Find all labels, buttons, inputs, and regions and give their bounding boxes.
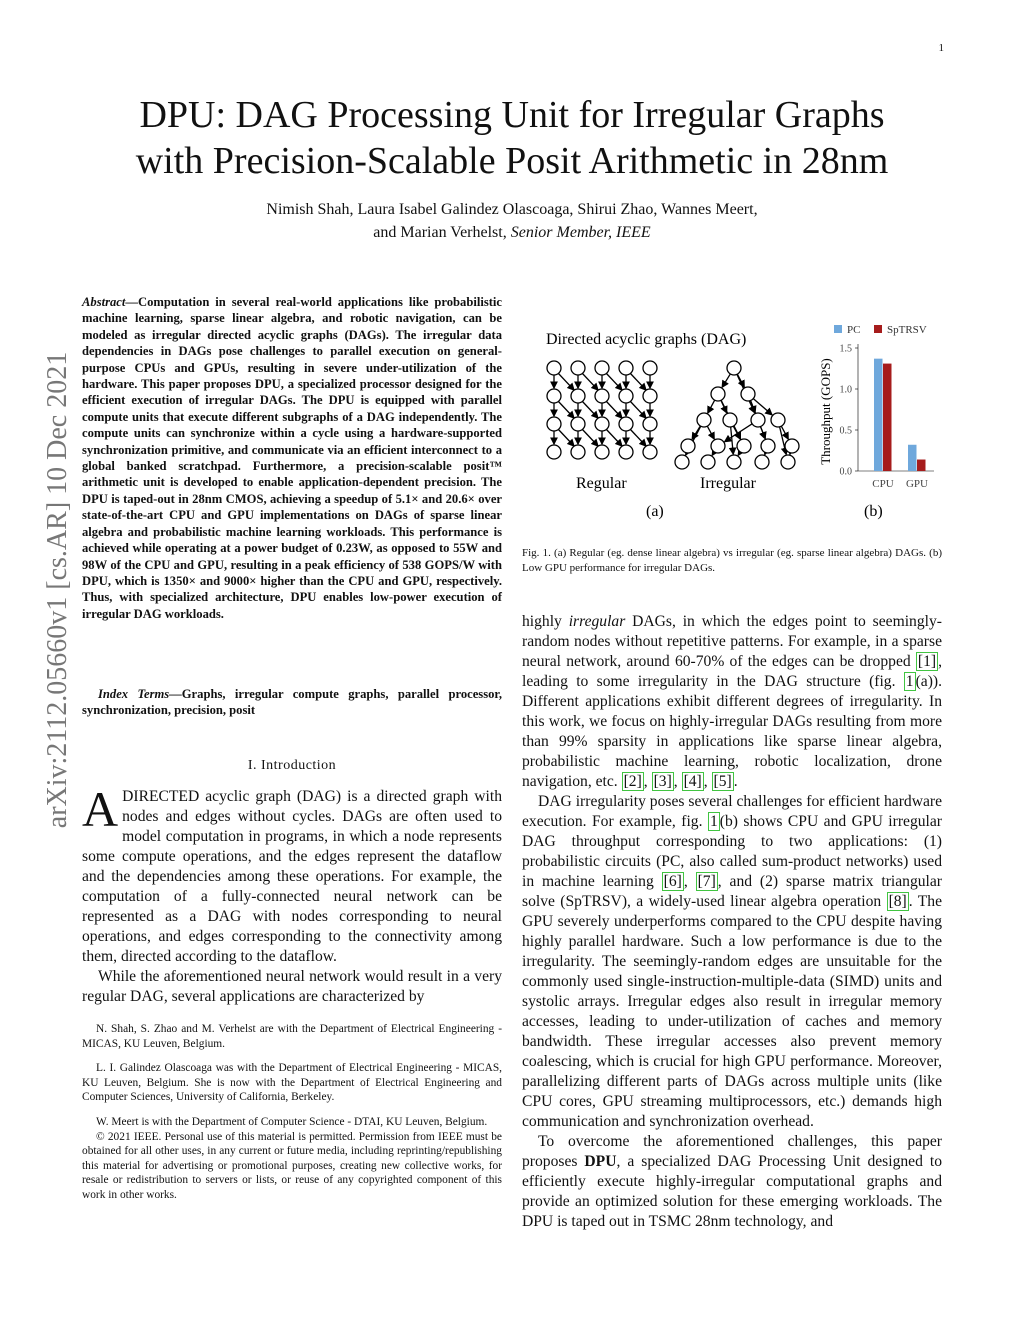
legend-label-sptrsv: SpTRSV bbox=[887, 324, 927, 336]
figure-1 bbox=[522, 318, 952, 523]
paper-title bbox=[60, 92, 964, 184]
dag-node bbox=[595, 389, 609, 403]
title-line-2: with Precision-Scalable Posit Arithmetic in 28nm bbox=[135, 140, 889, 182]
page-number: 1 bbox=[938, 42, 944, 54]
citation-link-3[interactable]: [3] bbox=[653, 773, 672, 790]
y-tick-label: 0.0 bbox=[839, 466, 852, 478]
citation-link-7[interactable]: [7] bbox=[697, 873, 716, 890]
drop-cap: A bbox=[82, 781, 119, 837]
dag-node bbox=[595, 361, 609, 375]
dag-node bbox=[711, 387, 725, 401]
subfigure-label-a: (a) bbox=[646, 503, 664, 520]
dag-node bbox=[701, 455, 715, 469]
dag-node bbox=[571, 417, 585, 431]
index-terms bbox=[82, 686, 502, 719]
author-list bbox=[60, 198, 964, 244]
throughput-bar-chart bbox=[818, 324, 934, 490]
right-paragraph-2: DAG irregularity poses several challenges for efficient hardware execution. For example, fig. 1 (b) shows CPU and GPU irregular DAG throughput corresponding to two applications: (1) probabilistic circuits (PC, also called sum-product networks) used in machine learning [6] , [7] , and (2) sparse matrix triangular solve (SpTRSV), a widely-used linear algebra operation [8] . The GPU severely underperforms compared to the CPU despite having highly parallel hardware. Such a low performance is due to the irregularity. The seemingly-random edges are unsuitable for the commonly used single-instruction-multiple-data (SIMD) units and systolic arrays. Irregular edges also result in irregular memory accesses, leading to under-utilization of caches and memory bandwidth. These irregular accesses also prevent memory coalescing, which is crucial for high GPU performance. Moreover, parallelizing different parts of DAGs across multiple units (like CPU cores, GPU streaming multiprocessors, etc.) demands high communication and synchronization overhead. bbox=[522, 793, 942, 1130]
dag-node bbox=[547, 389, 561, 403]
dag-node bbox=[571, 389, 585, 403]
dag-node bbox=[643, 361, 657, 375]
y-tick-label: 1.5 bbox=[839, 343, 852, 355]
figure-1-link[interactable]: 1 bbox=[905, 673, 914, 690]
dag-node bbox=[751, 413, 765, 427]
subfigure-label-b: (b) bbox=[864, 503, 883, 520]
dag-node bbox=[711, 439, 725, 453]
dag-node bbox=[619, 445, 633, 459]
dag-edge bbox=[780, 427, 787, 454]
dag-node bbox=[619, 389, 633, 403]
irregular-dag-graphic bbox=[675, 361, 799, 469]
text-run: . The GPU severely underperforms compared to the CPU despite having highly parallel hardware. Such a low performance is due to the irregularity. The seemingly-random edges are unsuitable for the commonly used single-instruction-multiple-data (SIMD) units and systolic arrays. Irregular edges also result in irregular memory accesses, leading to under-utilization of caches and memory bandwidth. These irregular accesses also prevent memory coalescing, which is crucial for high GPU performance. Moreover, parallelizing different parts of DAGs across multiple units (like CPU cores, GPU streaming multiprocessors, etc.) demands high communication and synchronization overhead. bbox=[522, 893, 942, 1130]
bar-sptrsv-gpu bbox=[917, 460, 926, 471]
dag-edge bbox=[707, 426, 714, 439]
dag-node bbox=[643, 417, 657, 431]
intro-paragraph-1 bbox=[82, 781, 502, 967]
right-paragraph-3 bbox=[522, 1132, 942, 1232]
authors-line-2-names: and Marian Verhelst, bbox=[373, 224, 511, 241]
section-heading-introduction: I. Introduction bbox=[247, 758, 337, 773]
x-tick-label: GPU bbox=[905, 478, 929, 490]
text-run: , leading to some irregularity in the DAG structure (fig. bbox=[522, 653, 942, 690]
dag-node bbox=[723, 413, 737, 427]
dag-node bbox=[727, 455, 741, 469]
dag-edge bbox=[606, 401, 622, 418]
dag-edge bbox=[731, 427, 734, 454]
abstract-text: —Computation in several real-world applications like probabilistic machine learning, sparse linear algebra, and robotic navigation, can be modeled as irregular directed acyclic graphs (DAGs). The irregular data dependencies in DAGs pose challenges to parallel execution on general-purpose CPUs and GPUs, resulting in severe under-utilization of the hardware. This paper proposes DPU, a specialized processor designed for the efficient execution of irregular DAGs. The DPU is equipped with parallel compute units that execute different subgraphs of a DAG independently. The compute units can synchronize within a cycle using a hardware-supported synchronization primitive, and communicate via an efficient interconnect to a global banked scratchpad. Furthermore, a precision-scalable posit™ arithmetic unit is developed to enable application-dependent precision. The DPU is taped-out in 28nm CMOS, achieving a speedup of 5.1× and 20.6× over state-of-the-art CPU and GPU implementations on DAGs of sparse linear algebra and probabilistic machine learning workloads. This performance is achieved while operating at a power budget of 0.23W, as opposed to 55W and 98W of the CPU and GPU, resulting in a peak efficiency of 538 GOPS/W with DPU, which is 1350× and 9000× higher than the CPU and GPU, respectively. Thus, with specialized architecture, DPU enables low-power execution of irregular DAG workloads. bbox=[82, 295, 502, 621]
dag-node bbox=[681, 439, 695, 453]
dag-edge bbox=[558, 401, 574, 418]
right-paragraph-1: highly irregular DAGs, in which the edges point to seemingly-random nodes without repetitive patterns. For example, in a sparse neural network, around 60-70% of the edges can be dropped [1] , leading to some irregularity in the DAG structure (fig. 1 (a)). Different applications exhibit different degrees of irregularity. In this work, we focus on highly-irregular DAGs resulting from more than 99% sparsity in applications like sparse linear algebra, probabilistic machine learning, robotic localization, drone navigation, etc. [2] , [3] , [4] , [5] . bbox=[522, 613, 942, 790]
dag-node bbox=[741, 387, 755, 401]
abstract bbox=[82, 294, 502, 622]
citation-link-4[interactable]: [4] bbox=[683, 773, 702, 790]
citation-link-1[interactable]: [1] bbox=[917, 653, 937, 670]
authors-line-1: Nimish Shah, Laura Isabel Galindez Olascoaga, Shirui Zhao, Wannes Meert, bbox=[266, 201, 758, 218]
y-tick-label: 0.5 bbox=[839, 425, 852, 437]
text-run: DAG irregularity poses several challenges for efficient hardware execution. For example, fig. bbox=[522, 793, 942, 830]
legend-label-pc: PC bbox=[847, 324, 861, 336]
text-run: To overcome the aforementioned challenges, this paper proposes bbox=[522, 1133, 942, 1170]
regular-label: Regular bbox=[576, 475, 627, 492]
dag-node bbox=[571, 361, 585, 375]
dag-edge bbox=[630, 401, 646, 418]
footnote-affiliation-1: N. Shah, S. Zhao and M. Verhelst are with the Department of Electrical Engineering - MICAS, KU Leuven, Belgium. bbox=[82, 1023, 502, 1050]
dag-node bbox=[571, 445, 585, 459]
index-terms-label: Index Terms bbox=[98, 687, 170, 701]
dag-node bbox=[595, 417, 609, 431]
dag-title: Directed acyclic graphs (DAG) bbox=[546, 331, 747, 348]
index-terms-text: —Graphs, irregular compute graphs, parallel processor, synchronization, precision, posit bbox=[82, 687, 502, 718]
right-column-text bbox=[522, 612, 942, 1232]
dag-edge bbox=[722, 374, 730, 387]
text-run: highly bbox=[522, 613, 569, 630]
arxiv-identifier: arXiv:2112.05660v1 [cs.AR] 10 Dec 2021 bbox=[42, 351, 73, 829]
bar-pc-cpu bbox=[874, 359, 883, 471]
dag-edge bbox=[708, 400, 715, 413]
text-run: (a)). Different applications exhibit different degrees of irregularity. In this work, we focus on highly-irregular DAGs resulting from more than 99% sparsity in applications like sparse linear algebra, probabilistic machine learning, robotic localization, drone navigation, etc. bbox=[522, 673, 942, 790]
text-run: (b) shows CPU and GPU irregular DAG throughput corresponding to two applications: (1) probabilistic circuits (PC, also called sum-product networks) used in machine learning bbox=[522, 813, 942, 890]
dag-edge bbox=[606, 429, 622, 446]
dag-node bbox=[547, 417, 561, 431]
dag-node bbox=[619, 361, 633, 375]
dag-edge bbox=[630, 373, 646, 390]
dag-edge bbox=[582, 429, 598, 446]
dag-node bbox=[755, 455, 769, 469]
text-run: , a specialized DAG Processing Unit designed to efficiently execute highly-irregular computational graphs and provide an optimized solution for these emerging workloads. The DPU is taped out in TSMC 28nm technology, and bbox=[522, 1153, 942, 1230]
bar-pc-gpu bbox=[908, 445, 917, 471]
footnote-affiliation-2: L. I. Galindez Olascoaga was with the Department of Electrical Engineering - MICAS, KU Leuven, Belgium. She is now with the Department of Electrical Engineering and Computer Sciences, University of California, Berkeley. bbox=[82, 1062, 502, 1104]
dag-node bbox=[547, 445, 561, 459]
citation-link-2[interactable]: [2] bbox=[623, 773, 642, 790]
dag-node bbox=[643, 389, 657, 403]
irregular-label: Irregular bbox=[700, 475, 756, 492]
dag-node bbox=[781, 455, 795, 469]
dag-edge bbox=[630, 429, 646, 446]
dag-node bbox=[547, 361, 561, 375]
dag-edge bbox=[558, 373, 574, 390]
dag-edge bbox=[582, 373, 598, 390]
dag-node bbox=[643, 445, 657, 459]
title-line-1: DPU: DAG Processing Unit for Irregular Graphs bbox=[139, 94, 885, 136]
dag-node bbox=[675, 455, 689, 469]
legend-swatch-sptrsv bbox=[874, 325, 882, 333]
dag-illustration bbox=[546, 331, 799, 520]
text-run: , and (2) sparse matrix triangular solve (SpTRSV), a widely-used linear algebra operation bbox=[522, 873, 942, 910]
authors-line-2 bbox=[60, 221, 964, 244]
citation-link-5[interactable]: [5] bbox=[713, 773, 732, 790]
citation-link-8[interactable]: [8] bbox=[888, 893, 907, 910]
dag-edge bbox=[753, 399, 772, 415]
footnote-copyright: © 2021 IEEE. Personal use of this material is permitted. Permission from IEEE must be obtained for all other uses, in any current or future media, including reprinting/republishing this material for advertising or promotional purposes, creating new collective works, for resale or redistribution to servers or lists, or reuse of any copyrighted component of this work in other works. bbox=[82, 1130, 502, 1201]
y-axis-label: Throughput (GOPS) bbox=[818, 358, 833, 465]
abstract-label: Abstract bbox=[82, 295, 126, 309]
regular-dag-graphic bbox=[547, 361, 657, 459]
dag-node bbox=[727, 361, 741, 375]
intro-paragraph-2: While the aforementioned neural network would result in a very regular DAG, several applications are characterized by bbox=[82, 968, 502, 1005]
dag-node bbox=[771, 413, 785, 427]
figure-1-link[interactable]: 1 bbox=[709, 813, 718, 830]
dag-edge bbox=[606, 373, 622, 390]
figure-1-caption: Fig. 1. (a) Regular (eg. dense linear algebra) vs irregular (eg. sparse linear algebra) DAGs. (b) Low GPU performance for irregular DAGs. bbox=[522, 547, 942, 574]
dag-node bbox=[785, 439, 799, 453]
author-role: Senior Member, IEEE bbox=[510, 224, 651, 241]
y-tick-label: 1.0 bbox=[839, 384, 852, 396]
dag-node bbox=[737, 439, 751, 453]
bar-sptrsv-cpu bbox=[883, 364, 892, 471]
introduction-text bbox=[82, 781, 502, 1007]
footnotes bbox=[82, 1022, 502, 1203]
footnote-affiliation-3: W. Meert is with the Department of Computer Science - DTAI, KU Leuven, Belgium. bbox=[96, 1115, 488, 1128]
legend-swatch-pc bbox=[834, 325, 842, 333]
dag-edge bbox=[582, 401, 598, 418]
dag-node bbox=[619, 417, 633, 431]
bold-dpu: DPU bbox=[584, 1153, 617, 1170]
dag-node bbox=[595, 445, 609, 459]
text-run: DAGs, in which the edges point to seemingly-random nodes without repetitive patterns. For example, in a sparse neural network, around 60-70% of the edges can be dropped bbox=[522, 613, 942, 670]
x-tick-label: CPU bbox=[872, 478, 894, 490]
dag-node bbox=[697, 413, 711, 427]
emphasis-irregular: irregular bbox=[568, 613, 626, 630]
citation-link-6[interactable]: [6] bbox=[663, 873, 682, 890]
intro-paragraph-1-text: DIRECTED acyclic graph (DAG) is a directed graph with nodes and edges without cycles. DAGs are often used to model computation in programs, in which a node represents some compute operations, and the edges represent the dataflow and the dependencies among these operations. For example, the computation of a fully-connected neural network can be represented as a DAG with nodes corresponding to neural operations, and edges corresponding to the connectivity among them, directed according to the dataflow. bbox=[82, 788, 502, 965]
dag-edge bbox=[558, 429, 574, 446]
dag-node bbox=[761, 439, 775, 453]
